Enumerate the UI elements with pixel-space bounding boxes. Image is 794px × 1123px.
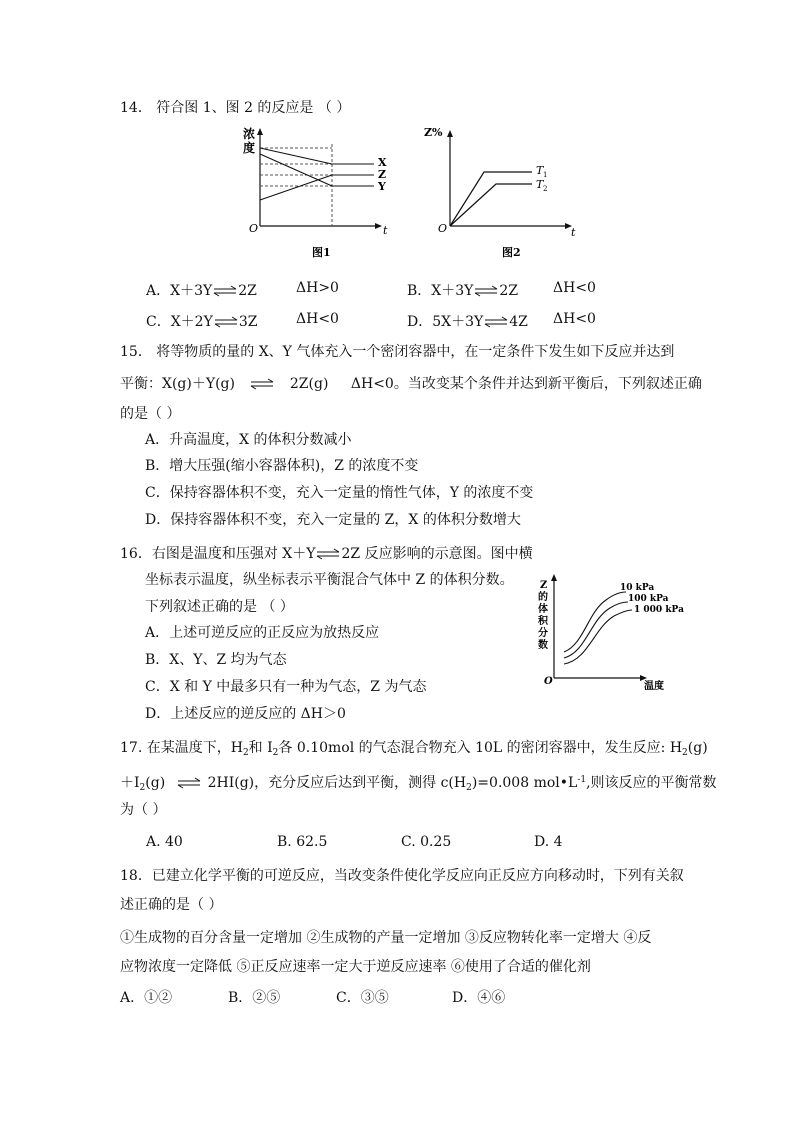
q16-pressure-1: 10 kPa <box>620 583 655 593</box>
fig1-label-z: Z <box>378 168 387 181</box>
q14-stem: 14． 符合图 1、图 2 的反应是 （ ） <box>120 100 351 116</box>
q18-option-b: B．②⑤ <box>228 990 281 1006</box>
fig2-origin: O <box>438 222 448 235</box>
fig2-t1-sub: 1 <box>543 171 548 179</box>
q17-stem-line-3: 为（ ） <box>120 802 167 818</box>
q16-ylabel-2: 的 <box>538 592 548 603</box>
q17-stem-line-1: 17. 在某温度下，$H_2$和 $I_2$各 0.10mol 的气态混合物充入 10L 的密闭容器中，发生反应: $H_2(g)$ <box>120 740 708 758</box>
q14-option-b: B．X＋3Y 2Z <box>407 283 519 299</box>
fig1-label-y: Y <box>378 180 386 193</box>
q14-figure-2 <box>422 122 592 262</box>
q16-figure <box>528 572 698 696</box>
q16-origin: O <box>544 676 553 687</box>
q18-stem-line-4: 应物浓度一定降低 ⑤正反应速率一定大于逆反应速率 ⑥使用了合适的催化剂 <box>120 959 591 975</box>
q16-stem-line-3: 下列叙述正确的是 （ ） <box>145 599 294 615</box>
q14-option-a: A．X＋3Y 2Z <box>146 283 257 299</box>
q16-option-c: C．X 和 Y 中最多只有一种为气态，Z 为气态 <box>145 679 427 695</box>
equilibrium-arrow-icon <box>483 316 509 328</box>
q16-option-a: A．上述可逆反应的正反应为放热反应 <box>145 625 380 641</box>
q15-stem-line-3: 的是（ ） <box>120 406 181 422</box>
q18-stem-line-2: 述正确的是（ ） <box>120 897 223 913</box>
q16-pressure-3: 1 000 kPa <box>634 605 684 615</box>
q16-option-d: D．上述反应的逆反应的 ΔH＞0 <box>145 706 346 722</box>
equilibrium-arrow-icon <box>172 777 206 789</box>
fig2-ylabel: Z% <box>424 126 443 139</box>
q16-ylabel-3: 体 <box>538 604 548 615</box>
q17-option-a: A. 40 <box>146 834 183 850</box>
q17-stem-line-2: $+I_2(g)$ 2HI(g)，充分反应后达到平衡，测得 $c(H_2)=0.008$ $mol•L^{-1}$,则该反应的平衡常数 <box>120 775 717 793</box>
fig1-label-x: X <box>378 156 387 169</box>
q14-option-c-dh: ΔH<0 <box>296 311 339 327</box>
q15-option-b: B．增大压强(缩小容器体积)，Z 的浓度不变 <box>145 458 419 474</box>
fig2-t1: T <box>536 164 544 177</box>
q18-option-d: D．④⑥ <box>452 990 506 1006</box>
fig2-t2-sub: 2 <box>543 185 548 193</box>
q14-option-b-dh: ΔH<0 <box>553 280 596 296</box>
q15-option-c: C．保持容器体积不变，充入一定量的惰性气体，Y 的浓度不变 <box>145 485 534 501</box>
q15-option-d: D．保持容器体积不变，充入一定量的 Z，X 的体积分数增大 <box>145 512 521 528</box>
q14-option-c: C．X＋2Y 3Z <box>146 314 258 330</box>
q14-option-d-dh: ΔH<0 <box>553 311 596 327</box>
q15-stem-line-2: 平衡：X(g)＋Y(g) 2Z(g) ΔH<0。当改变某个条件并达到新平衡后，下列叙述正确 <box>120 376 702 392</box>
q14-option-d: D．5X＋3Y 4Z <box>407 314 528 330</box>
q16-xlabel: 温度 <box>644 681 664 692</box>
fig1-origin: O <box>249 222 259 235</box>
fig2-t2: T <box>536 178 544 191</box>
fig1-ylabel-1: 浓 <box>243 127 256 141</box>
fig2-caption: 图2 <box>502 246 521 259</box>
q17-option-c: C. 0.25 <box>401 834 452 850</box>
q18-option-a: A．①② <box>120 990 173 1006</box>
q15-stem-line-1: 15． 将等物质的量的 X、Y 气体充入一个密闭容器中，在一定条件下发生如下反应并达到 <box>120 344 675 360</box>
q17-option-d: D. 4 <box>534 834 563 850</box>
q18-stem-line-3: ①生成物的百分含量一定增加 ②生成物的产量一定增加 ③反应物转化率一定增大 ④反 <box>120 930 652 946</box>
equilibrium-arrow-icon <box>315 548 341 560</box>
fig2-xaxis: t <box>571 226 576 239</box>
equilibrium-arrow-icon <box>212 285 238 297</box>
q16-ylabel-4: 积 <box>538 616 548 627</box>
q14-option-a-dh: ΔH>0 <box>296 280 339 296</box>
fig1-xaxis: t <box>383 224 388 237</box>
q16-pressure-2: 100 kPa <box>628 594 669 604</box>
q16-option-b: B．X、Y、Z 均为气态 <box>145 652 287 668</box>
q18-option-c: C．③⑤ <box>336 990 389 1006</box>
equilibrium-arrow-icon <box>247 378 277 390</box>
q16-ylabel-6: 数 <box>538 640 548 651</box>
q14-figure-1 <box>240 122 400 262</box>
fig1-ylabel-2: 度 <box>243 141 256 155</box>
q16-ylabel-5: 分 <box>538 628 548 639</box>
q16-stem-line-1: 16．右图是温度和压强对 X＋Y 2Z 反应影响的示意图。图中横 <box>120 546 533 562</box>
fig1-caption: 图1 <box>312 246 331 259</box>
equilibrium-arrow-icon <box>213 316 239 328</box>
q16-stem-line-2: 坐标表示温度，纵坐标表示平衡混合气体中 Z 的体积分数。 <box>145 572 514 588</box>
q18-stem-line-1: 18．已建立化学平衡的可逆反应，当改变条件使化学反应向正反应方向移动时，下列有关叙 <box>120 868 684 884</box>
q17-option-b: B. 62.5 <box>277 834 328 850</box>
q16-ylabel-1: Z <box>540 580 548 591</box>
equilibrium-arrow-icon <box>473 285 499 297</box>
q15-option-a: A．升高温度，X 的体积分数减小 <box>145 432 352 448</box>
